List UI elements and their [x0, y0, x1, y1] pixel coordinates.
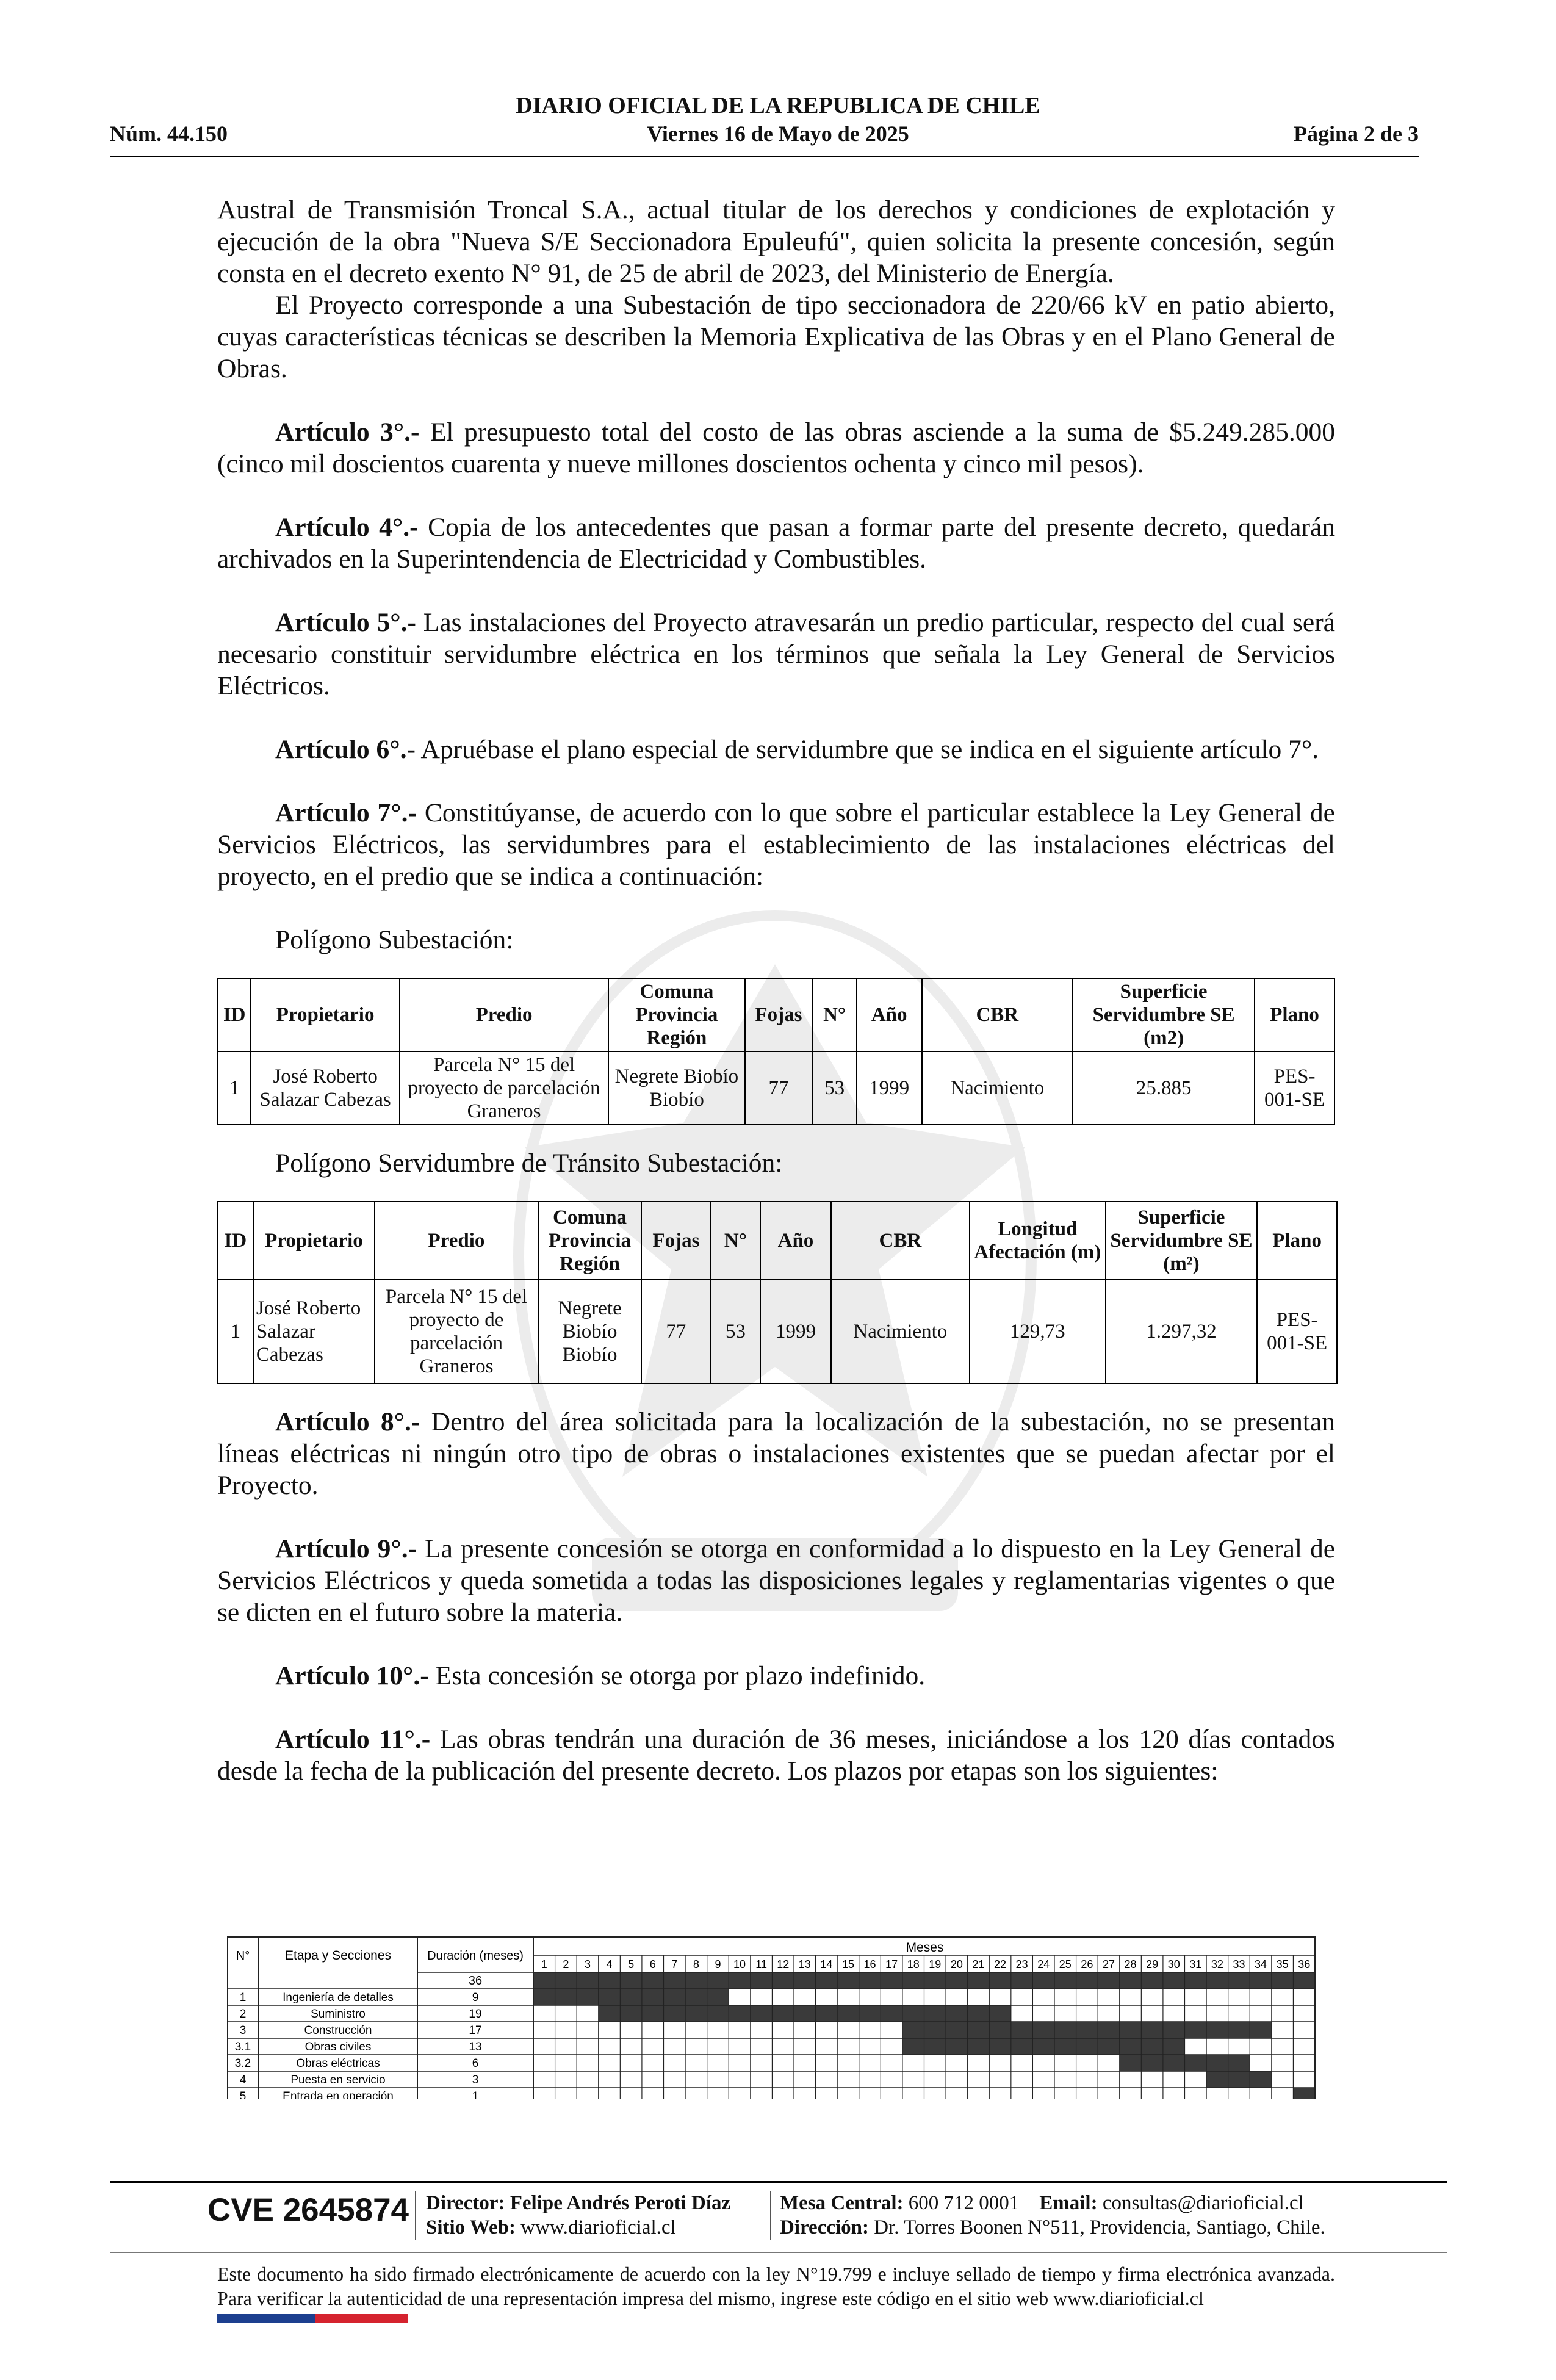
- gantt-month-label: 8: [693, 1958, 699, 1971]
- article-6-heading: Artículo 6°.-: [275, 735, 416, 764]
- article-3-text: El presupuesto total del costo de las obras asciende a la suma de $5.249.285.000 (cinco mil doscientos cuarenta y nueve millones doscientos ochenta y cinco mil pesos).: [217, 417, 1336, 478]
- gantt-month-label: 6: [649, 1958, 656, 1971]
- gantt-bar-cell: [1032, 2038, 1054, 2055]
- article-10: [217, 1660, 1335, 1692]
- gantt-bar-cell: [1141, 2038, 1163, 2055]
- gantt-bar-cell: [772, 2005, 794, 2022]
- gantt-bar-cell: [1098, 2038, 1120, 2055]
- gantt-row-duration: 6: [472, 2057, 479, 2070]
- cell-year: 1999: [760, 1280, 831, 1383]
- gantt-row-number: 1: [239, 1991, 247, 2004]
- gantt-month-label: 7: [671, 1958, 678, 1971]
- gantt-bar-cell: [1163, 2022, 1185, 2038]
- gantt-bar-cell: [1185, 2022, 1207, 2038]
- col-property: Predio: [400, 978, 608, 1051]
- col-cbr: CBR: [922, 978, 1073, 1051]
- gantt-header-stage: Etapa y Secciones: [285, 1949, 391, 1963]
- gantt-bar-cell: [1228, 2022, 1250, 2038]
- gantt-month-label: 4: [606, 1958, 613, 1971]
- gantt-month-label: 24: [1037, 1958, 1050, 1971]
- col-length: Longitud Afectación (m): [970, 1202, 1106, 1280]
- gantt-month-label: 16: [863, 1958, 876, 1971]
- col-commune: Comuna Provincia Región: [608, 978, 744, 1051]
- mesa-label: Mesa Central:: [780, 2192, 904, 2214]
- gantt-header-number: N°: [236, 1949, 250, 1963]
- table-row: [218, 1051, 1334, 1125]
- gantt-month-label: 11: [755, 1958, 767, 1971]
- gantt-bar-cell: [1163, 2038, 1185, 2055]
- gantt-bar-cell: [859, 2005, 881, 2022]
- website-label: Sitio Web:: [426, 2216, 516, 2238]
- gantt-bar-cell: [924, 2005, 946, 2022]
- gantt-header-duration: Duración (meses): [427, 1949, 524, 1963]
- footer-divider-top: [110, 2181, 1447, 2183]
- gantt-header-months: Meses: [906, 1941, 944, 1955]
- gantt-row-stage: Obras eléctricas: [296, 2057, 380, 2070]
- gantt-total-bar-cell: [533, 1972, 555, 1989]
- gantt-total-bar-cell: [664, 1972, 686, 1989]
- cell-number: 53: [711, 1280, 760, 1383]
- article-4-text: Copia de los antecedentes que pasan a formar parte del presente decreto, quedarán archivados en la Superintendencia de Electricidad y Combustibles.: [217, 513, 1335, 574]
- gantt-row-stage: Obras civiles: [304, 2041, 372, 2054]
- gantt-bar-cell: [685, 2005, 707, 2022]
- gantt-total-bar-cell: [881, 1972, 902, 1989]
- cell-commune: Negrete Biobío Biobío: [608, 1051, 744, 1125]
- gantt-bar-cell: [620, 1989, 642, 2005]
- address-line: [780, 2215, 1325, 2240]
- gantt-bar-cell: [555, 1989, 577, 2005]
- cell-number: 53: [812, 1051, 856, 1125]
- gantt-total-bar-cell: [1272, 1972, 1294, 1989]
- gantt-month-label: 13: [798, 1958, 811, 1971]
- address-text: Dr. Torres Boonen N°511, Providencia, Santiago, Chile.: [874, 2216, 1325, 2238]
- gantt-bar-cell: [707, 1989, 729, 2005]
- cell-property: Parcela N° 15 del proyecto de parcelación Graneros: [400, 1051, 608, 1125]
- gantt-bar-cell: [533, 1989, 555, 2005]
- gantt-total-bar-cell: [642, 1972, 664, 1989]
- gantt-total-bar-cell: [555, 1972, 577, 1989]
- gantt-total-bar-cell: [1098, 1972, 1120, 1989]
- footer-divider-bottom: [110, 2252, 1447, 2253]
- gantt-total-bar-cell: [902, 1972, 924, 1989]
- gantt-total-bar-cell: [837, 1972, 859, 1989]
- cell-area: 25.885: [1073, 1051, 1255, 1125]
- cell-commune: Negrete Biobío Biobío: [538, 1280, 641, 1383]
- col-id: ID: [218, 1202, 253, 1280]
- gantt-bar-cell: [1141, 2022, 1163, 2038]
- article-10-text: Esta concesión se otorga por plazo indefinido.: [428, 1661, 926, 1690]
- gantt-bar-cell: [1054, 2022, 1076, 2038]
- gantt-month-label: 18: [907, 1958, 920, 1971]
- cell-fojas: 77: [641, 1280, 711, 1383]
- cell-area: 1.297,32: [1106, 1280, 1258, 1383]
- footer-contact-block: [780, 2191, 1325, 2240]
- address-label: Dirección:: [780, 2216, 870, 2238]
- gantt-total-bar-cell: [1011, 1972, 1033, 1989]
- director-label: Director:: [426, 2192, 505, 2214]
- director-name: Felipe Andrés Peroti Díaz: [510, 2192, 731, 2214]
- gantt-month-label: 26: [1081, 1958, 1093, 1971]
- legal-notice: Este documento ha sido firmado electrónicamente de acuerdo con la ley N°19.799 e incluye sellado de tiempo y firma electrónica avanzada. Para verificar la autenticidad de una representación impresa del mismo, ingrese este código en el sitio web www.diarioficial.cl: [217, 2263, 1335, 2309]
- gantt-month-label: 34: [1255, 1958, 1267, 1971]
- gantt-total-bar-cell: [1163, 1972, 1185, 1989]
- gantt-bar-cell: [968, 2005, 990, 2022]
- gantt-bar-cell: [1206, 2071, 1228, 2088]
- col-id: ID: [218, 978, 251, 1051]
- gantt-bar-cell: [664, 2005, 686, 2022]
- gantt-total-bar-cell: [729, 1972, 751, 1989]
- gantt-bar-cell: [924, 2022, 946, 2038]
- article-3-heading: Artículo 3°.-: [275, 417, 420, 447]
- gantt-total-bar-cell: [989, 1972, 1011, 1989]
- paragraph-project: El Proyecto corresponde a una Subestación de tipo seccionadora de 220/66 kV en patio abierto, cuyas características técnicas se describen la Memoria Explicativa de las Obras y en el Plano General de Obras.: [217, 290, 1335, 383]
- newspaper-title: DIARIO OFICIAL DE LA REPUBLICA DE CHILE: [516, 93, 1040, 118]
- gantt-month-label: 29: [1146, 1958, 1159, 1971]
- gantt-total-bar-cell: [707, 1972, 729, 1989]
- header-divider: [110, 156, 1419, 157]
- gantt-bar-cell: [989, 2022, 1011, 2038]
- gantt-total-bar-cell: [599, 1972, 621, 1989]
- gantt-row-number: 4: [239, 2074, 247, 2086]
- cell-year: 1999: [857, 1051, 922, 1125]
- gantt-bar-cell: [924, 2038, 946, 2055]
- gantt-month-label: 17: [885, 1958, 898, 1971]
- gantt-row-number: 3: [239, 2024, 247, 2037]
- gantt-bar-cell: [664, 1989, 686, 2005]
- table-row: [218, 1280, 1337, 1383]
- gantt-bar-cell: [1120, 2055, 1142, 2071]
- gantt-total-bar-cell: [1054, 1972, 1076, 1989]
- col-cbr: CBR: [831, 1202, 970, 1280]
- article-8-text: Dentro del área solicitada para la localización de la subestación, no se presentan líneas eléctricas ni ningún otro tipo de obras o instalaciones existentes que se puedan afectar por el Proyecto.: [217, 1407, 1335, 1500]
- gantt-row-duration: 9: [472, 1991, 479, 2004]
- gantt-bar-cell: [946, 2038, 968, 2055]
- gantt-bar-cell: [1228, 2055, 1250, 2071]
- gantt-row-duration: 13: [469, 2041, 482, 2054]
- article-5: [217, 607, 1335, 702]
- email-link[interactable]: consultas@diarioficial.cl: [1102, 2192, 1304, 2214]
- gantt-row-stage: Construcción: [304, 2024, 372, 2037]
- gantt-bar-cell: [946, 2022, 968, 2038]
- gantt-bar-cell: [794, 2005, 816, 2022]
- gantt-bar-cell: [902, 2005, 924, 2022]
- gantt-bar-cell: [1206, 2022, 1228, 2038]
- gantt-row-stage: Entrada en operación: [283, 2090, 394, 2099]
- gantt-row-number: 3.2: [234, 2057, 251, 2070]
- gantt-bar-cell: [1163, 2055, 1185, 2071]
- gantt-bar-cell: [1032, 2022, 1054, 2038]
- gantt-total-bar-cell: [620, 1972, 642, 1989]
- polygon-transit-title: Polígono Servidumbre de Tránsito Subestación:: [275, 1149, 783, 1178]
- gantt-total-bar-cell: [946, 1972, 968, 1989]
- col-year: Año: [857, 978, 922, 1051]
- gantt-total-bar-cell: [577, 1972, 599, 1989]
- col-owner: Propietario: [253, 1202, 375, 1280]
- gantt-month-label: 28: [1124, 1958, 1137, 1971]
- cell-plan: PES-001-SE: [1255, 1051, 1334, 1125]
- gantt-month-label: 36: [1298, 1958, 1311, 1971]
- gantt-bar-cell: [968, 2038, 990, 2055]
- gantt-total-bar-cell: [1076, 1972, 1098, 1989]
- gantt-bar-cell: [816, 2005, 838, 2022]
- gantt-month-label: 1: [541, 1958, 547, 1971]
- gantt-total-bar-cell: [859, 1972, 881, 1989]
- gantt-total-bar-cell: [751, 1972, 773, 1989]
- website-line: [426, 2215, 730, 2240]
- gantt-bar-cell: [751, 2005, 773, 2022]
- gantt-bar-cell: [642, 1989, 664, 2005]
- article-3: [217, 416, 1335, 480]
- col-fojas: Fojas: [641, 1202, 711, 1280]
- article-4-heading: Artículo 4°.-: [275, 513, 419, 542]
- col-area: Superficie Servidumbre SE (m²): [1106, 1202, 1258, 1280]
- gantt-month-label: 33: [1233, 1958, 1245, 1971]
- gantt-bar-cell: [1054, 2038, 1076, 2055]
- gantt-total-bar-cell: [1141, 1972, 1163, 1989]
- gantt-bar-cell: [968, 2022, 990, 2038]
- gantt-month-label: 10: [733, 1958, 746, 1971]
- cve-code: CVE 2645874: [207, 2192, 409, 2228]
- cell-owner: José Roberto Salazar Cabezas: [251, 1051, 400, 1125]
- website-link[interactable]: www.diarioficial.cl: [520, 2216, 676, 2238]
- gantt-month-label: 3: [584, 1958, 591, 1971]
- gantt-month-label: 20: [950, 1958, 963, 1971]
- gantt-bar-cell: [989, 2005, 1011, 2022]
- gantt-month-label: 2: [563, 1958, 569, 1971]
- gantt-bar-cell: [1141, 2055, 1163, 2071]
- gantt-total-bar-cell: [1228, 1972, 1250, 1989]
- article-6-text: Apruébase el plano especial de servidumbre que se indica en el siguiente artículo 7°.: [416, 735, 1319, 764]
- col-fojas: Fojas: [745, 978, 813, 1051]
- gantt-total-bar-cell: [1293, 1972, 1315, 1989]
- article-4: [217, 511, 1335, 575]
- cell-cbr: Nacimiento: [831, 1280, 970, 1383]
- gantt-bar-cell: [577, 1989, 599, 2005]
- col-commune: Comuna Provincia Región: [538, 1202, 641, 1280]
- email-label: Email:: [1039, 2192, 1098, 2214]
- gantt-month-label: 35: [1276, 1958, 1289, 1971]
- gantt-total-bar-cell: [794, 1972, 816, 1989]
- page-indicator: Página 2 de 3: [1293, 121, 1419, 146]
- gantt-bar-cell: [902, 2038, 924, 2055]
- gantt-bar-cell: [707, 2005, 729, 2022]
- article-9-text: La presente concesión se otorga en conformidad a lo dispuesto en la Ley General de Servicios Eléctricos y queda sometida a todas las disposiciones legales y reglamentarias vigentes o que se dicten en el futuro sobre la materia.: [217, 1534, 1336, 1627]
- gantt-bar-cell: [1185, 2055, 1207, 2071]
- gantt-bar-cell: [902, 2022, 924, 2038]
- gantt-bar-cell: [881, 2005, 902, 2022]
- gantt-total-duration: 36: [468, 1974, 483, 1988]
- gantt-bar-cell: [1293, 2088, 1315, 2099]
- table-transit-polygon: [217, 1201, 1338, 1384]
- gantt-bar-cell: [1076, 2038, 1098, 2055]
- gantt-total-bar-cell: [1185, 1972, 1207, 1989]
- gantt-bar-cell: [1250, 2022, 1272, 2038]
- article-6: [217, 734, 1335, 765]
- gantt-total-bar-cell: [772, 1972, 794, 1989]
- article-7: [217, 797, 1335, 892]
- article-9: [217, 1533, 1335, 1628]
- gantt-bar-cell: [685, 1989, 707, 2005]
- gantt-bar-cell: [599, 1989, 621, 2005]
- gantt-month-label: 12: [777, 1958, 790, 1971]
- gantt-month-label: 9: [715, 1958, 721, 1971]
- gantt-month-label: 30: [1167, 1958, 1180, 1971]
- article-5-heading: Artículo 5°.-: [275, 608, 416, 637]
- table-substation-polygon: [217, 978, 1335, 1125]
- gantt-bar-cell: [1120, 2038, 1142, 2055]
- table-header-row: [218, 978, 1334, 1051]
- gantt-bar-cell: [1228, 2071, 1250, 2088]
- gantt-row-number: 3.1: [234, 2041, 251, 2054]
- gantt-row-number: 2: [239, 2008, 247, 2021]
- schedule-gantt-chart: [227, 1935, 1316, 2099]
- issue-date: Viernes 16 de Mayo de 2025: [647, 121, 909, 146]
- flag-bar-blue: [217, 2314, 315, 2323]
- table-header-row: [218, 1202, 1337, 1280]
- gantt-month-label: 5: [628, 1958, 635, 1971]
- col-year: Año: [760, 1202, 831, 1280]
- gantt-row-stage: Suministro: [311, 2008, 366, 2021]
- cell-length: 129,73: [970, 1280, 1106, 1383]
- gantt-bar-cell: [946, 2005, 968, 2022]
- article-11-heading: Artículo 11°.-: [275, 1725, 431, 1754]
- gantt-row-stage: Puesta en servicio: [290, 2074, 386, 2086]
- gantt-total-bar-cell: [968, 1972, 990, 1989]
- gantt-month-label: 23: [1015, 1958, 1028, 1971]
- col-area: Superficie Servidumbre SE (m2): [1073, 978, 1255, 1051]
- article-8: [217, 1406, 1335, 1501]
- gantt-bar-cell: [729, 2005, 751, 2022]
- gantt-bar-cell: [620, 2005, 642, 2022]
- gantt-total-bar-cell: [1250, 1972, 1272, 1989]
- article-10-heading: Artículo 10°.-: [275, 1661, 429, 1690]
- article-11-text: Las obras tendrán una duración de 36 meses, iniciándose a los 120 días contados desde la fecha de la publicación del presente decreto. Los plazos por etapas son los siguientes:: [217, 1725, 1335, 1786]
- article-7-text: Constitúyanse, de acuerdo con lo que sobre el particular establece la Ley General de Servicios Eléctricos, las servidumbres para el establecimiento de las instalaciones eléctricas del proyecto, en el predio que se indica a continuación:: [217, 798, 1335, 891]
- gantt-row-duration: 3: [472, 2074, 479, 2086]
- gantt-bar-cell: [1250, 2071, 1272, 2088]
- article-7-heading: Artículo 7°.-: [275, 798, 417, 828]
- article-9-heading: Artículo 9°.-: [275, 1534, 417, 1563]
- gantt-month-label: 22: [994, 1958, 1007, 1971]
- gantt-bar-cell: [599, 2005, 621, 2022]
- gantt-month-label: 21: [972, 1958, 985, 1971]
- gantt-bar-cell: [1098, 2022, 1120, 2038]
- col-plan: Plano: [1257, 1202, 1337, 1280]
- gantt-month-label: 32: [1211, 1958, 1223, 1971]
- col-owner: Propietario: [251, 978, 400, 1051]
- gantt-month-label: 27: [1102, 1958, 1115, 1971]
- gantt-total-bar-cell: [1120, 1972, 1142, 1989]
- gantt-row-duration: 17: [469, 2024, 482, 2037]
- gantt-bar-cell: [642, 2005, 664, 2022]
- paragraph-intro: Austral de Transmisión Troncal S.A., actual titular de los derechos y condiciones de explotación y ejecución de la obra "Nueva S/E Seccionadora Epuleufú", quien solicita la presente concesión, según consta en el decreto exento N° 91, de 25 de abril de 2023, del Ministerio de Energía.: [217, 195, 1335, 288]
- flag-bar-red: [315, 2314, 408, 2323]
- article-11: [217, 1723, 1335, 1787]
- cell-id: 1: [218, 1051, 251, 1125]
- cell-plan: PES-001-SE: [1257, 1280, 1337, 1383]
- cell-fojas: 77: [745, 1051, 813, 1125]
- gantt-month-label: 15: [841, 1958, 854, 1971]
- article-5-text: Las instalaciones del Proyecto atravesarán un predio particular, respecto del cual será necesario constituir servidumbre eléctrica en los términos que señala la Ley General de Servicios Eléctricos.: [217, 608, 1335, 701]
- gantt-row-duration: 19: [469, 2008, 482, 2021]
- gantt-bar-cell: [1076, 2022, 1098, 2038]
- document-body: [217, 194, 1335, 1787]
- issue-number: Núm. 44.150: [110, 121, 228, 146]
- gantt-month-label: 14: [820, 1958, 833, 1971]
- mesa-phone: 600 712 0001: [908, 2192, 1020, 2214]
- col-plan: Plano: [1255, 978, 1334, 1051]
- gantt-month-label: 25: [1059, 1958, 1072, 1971]
- gantt-row-number: 5: [239, 2090, 247, 2099]
- gantt-bar-cell: [1011, 2038, 1033, 2055]
- gantt-row-stage: Ingeniería de detalles: [283, 1991, 394, 2004]
- cell-property: Parcela N° 15 del proyecto de parcelación Graneros: [375, 1280, 538, 1383]
- gantt-total-bar-cell: [1206, 1972, 1228, 1989]
- cell-owner: José Roberto Salazar Cabezas: [253, 1280, 375, 1383]
- gantt-total-bar-cell: [924, 1972, 946, 1989]
- cell-cbr: Nacimiento: [922, 1051, 1073, 1125]
- gantt-svg: [227, 1935, 1316, 2099]
- gantt-bar-cell: [1206, 2055, 1228, 2071]
- gantt-bar-cell: [837, 2005, 859, 2022]
- col-property: Predio: [375, 1202, 538, 1280]
- gantt-total-bar-cell: [816, 1972, 838, 1989]
- gantt-total-bar-cell: [685, 1972, 707, 1989]
- col-number: N°: [711, 1202, 760, 1280]
- footer-separator: [770, 2191, 771, 2240]
- cell-id: 1: [218, 1280, 253, 1383]
- gantt-bar-cell: [1011, 2022, 1033, 2038]
- gantt-bar-cell: [1120, 2022, 1142, 2038]
- footer-separator: [415, 2191, 416, 2240]
- gantt-bar-cell: [989, 2038, 1011, 2055]
- contact-line: [780, 2191, 1325, 2215]
- gantt-month-label: 31: [1189, 1958, 1202, 1971]
- gantt-row-duration: 1: [472, 2090, 479, 2099]
- polygon-substation-title: Polígono Subestación:: [275, 925, 514, 954]
- col-number: N°: [812, 978, 856, 1051]
- gantt-month-label: 19: [929, 1958, 942, 1971]
- footer-director-block: [426, 2191, 730, 2240]
- gantt-total-bar-cell: [1032, 1972, 1054, 1989]
- article-8-heading: Artículo 8°.-: [275, 1407, 420, 1437]
- director-line: [426, 2191, 730, 2215]
